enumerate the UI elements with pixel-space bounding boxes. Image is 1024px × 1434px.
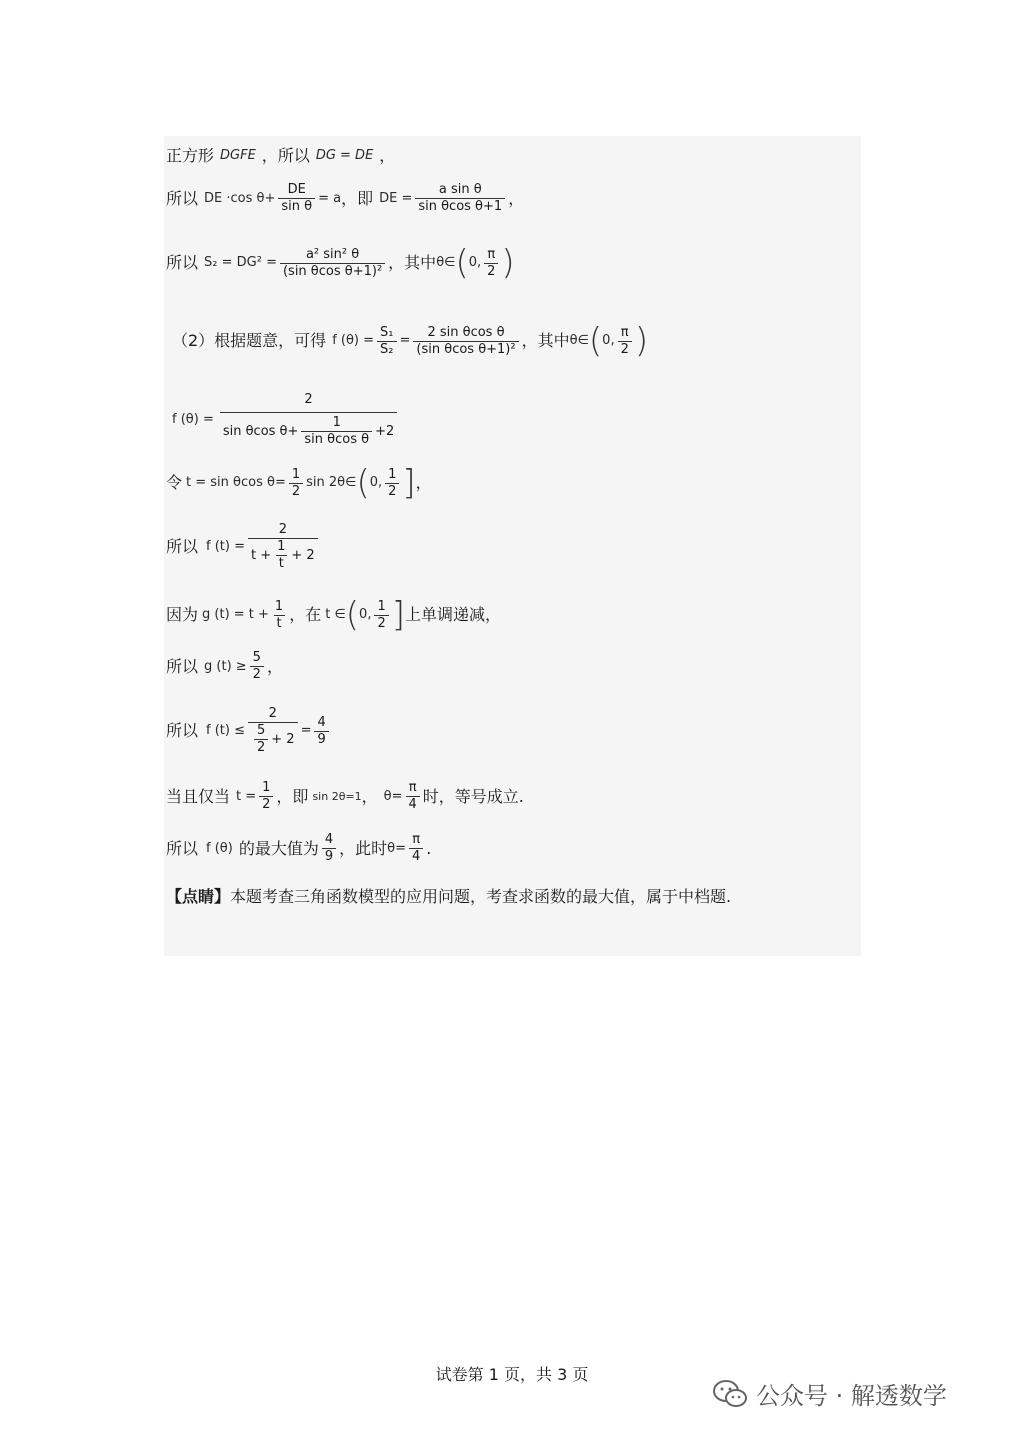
- fraction: [220, 392, 397, 448]
- line-1: [166, 146, 395, 166]
- fraction: [248, 706, 298, 756]
- line-9: [166, 650, 283, 683]
- math: f (t) ≤: [206, 723, 245, 738]
- line-6: [166, 463, 432, 503]
- numerator: 1: [388, 466, 397, 482]
- math: DE =: [379, 190, 413, 206]
- math: =: [300, 723, 312, 738]
- math: f (θ) =: [172, 412, 214, 427]
- math: t +: [251, 547, 272, 563]
- fraction: [301, 415, 372, 448]
- math: f (t) =: [206, 539, 245, 554]
- denominator: 2: [289, 483, 303, 500]
- denominator: 9: [322, 848, 336, 865]
- fraction: [254, 723, 268, 756]
- numerator: 1: [291, 466, 301, 482]
- numerator: DE: [287, 182, 306, 197]
- numerator: S₁: [380, 324, 394, 340]
- numerator: π: [487, 246, 496, 262]
- denominator: 9: [314, 731, 328, 748]
- text: ，其中: [388, 253, 437, 272]
- math: f (θ) =: [332, 333, 375, 348]
- text: 因为: [166, 605, 199, 624]
- fraction: [377, 325, 396, 358]
- line-7: [166, 522, 321, 572]
- denominator: [248, 538, 318, 572]
- denominator: (sin θcos θ+1)²: [280, 263, 385, 280]
- line-4: [172, 321, 649, 361]
- numerator: a sin θ: [438, 182, 482, 197]
- math: sin 2θ∈: [306, 475, 357, 490]
- numerator: 2: [304, 392, 313, 407]
- text: 正方形: [166, 146, 215, 165]
- denominator: S₂: [377, 341, 396, 358]
- denominator: 2: [250, 666, 264, 683]
- text: 上单调递减，: [405, 605, 502, 624]
- math: 0,: [468, 255, 482, 270]
- text: ，即: [341, 188, 374, 208]
- left-paren: (: [455, 243, 469, 283]
- numerator: π: [412, 832, 421, 847]
- denominator: 2: [618, 341, 632, 358]
- text: ，此时: [339, 838, 388, 858]
- numerator: 5: [257, 723, 266, 738]
- numerator: 2 sin θcos θ: [427, 324, 505, 340]
- numerator: 1: [277, 539, 286, 554]
- fraction: [250, 650, 264, 683]
- denominator: t: [274, 615, 285, 632]
- right-bracket: ]: [391, 595, 405, 635]
- page-footer: 试卷第 1 页，共 3 页: [435, 1365, 589, 1384]
- math: 0,: [602, 333, 615, 348]
- denominator: t: [276, 555, 287, 572]
- denominator: 4: [409, 848, 423, 865]
- text: ，: [361, 786, 378, 806]
- fraction: [259, 780, 273, 813]
- text: 所以: [166, 253, 199, 272]
- fraction: [484, 247, 498, 280]
- line-12: [166, 832, 431, 865]
- left-paren: (: [356, 463, 370, 503]
- math: 0,: [359, 607, 372, 622]
- line-3: [166, 243, 515, 283]
- fraction: [406, 780, 420, 813]
- math: θ=: [387, 840, 406, 856]
- left-paren: (: [345, 595, 360, 635]
- fraction: [289, 467, 303, 500]
- denominator: (sin θcos θ+1)²: [413, 341, 518, 358]
- numerator: a² sin² θ: [305, 246, 360, 262]
- text: 所以: [166, 656, 199, 676]
- numerator: 2: [278, 522, 287, 537]
- line-10: [166, 706, 332, 756]
- math: f (θ): [206, 840, 233, 856]
- numerator: 5: [252, 650, 261, 665]
- text: 所以: [166, 838, 199, 858]
- fraction: [385, 467, 399, 500]
- denominator: 2: [254, 739, 268, 756]
- math: t = sin θcos θ=: [186, 475, 286, 490]
- fraction: [274, 539, 288, 572]
- text: ，其中: [521, 331, 570, 350]
- fraction: [280, 247, 385, 280]
- math: θ=: [383, 788, 403, 804]
- math: t =: [236, 788, 257, 804]
- text: ，: [508, 188, 525, 208]
- denominator: 2: [259, 796, 273, 813]
- math: +2: [375, 423, 395, 439]
- math: = a: [318, 190, 342, 206]
- right-bracket: ]: [402, 463, 416, 503]
- watermark-text: 公众号 · 解透数学: [756, 1382, 947, 1410]
- text: 所以: [166, 721, 199, 740]
- math: + 2: [271, 731, 295, 747]
- watermark: [712, 1376, 947, 1411]
- denominator: 2: [385, 483, 399, 500]
- math: sin 2θ=1: [312, 789, 362, 803]
- text: ，: [266, 656, 283, 676]
- math: =: [399, 333, 411, 348]
- fraction: [415, 182, 505, 215]
- text: ，: [415, 473, 432, 492]
- right-paren: ): [634, 321, 649, 361]
- text: 当且仅当: [166, 786, 231, 806]
- right-paren: ): [501, 243, 515, 283]
- fraction: [409, 832, 423, 865]
- numerator: π: [408, 780, 417, 795]
- fraction: [413, 325, 518, 358]
- math: t ∈: [325, 607, 346, 622]
- numerator: 1: [332, 415, 341, 430]
- line-13: [166, 887, 731, 907]
- text: ，所以: [261, 146, 310, 165]
- numerator: 1: [274, 598, 284, 614]
- fraction: [278, 182, 315, 215]
- text: 所以: [166, 188, 199, 208]
- math: θ∈: [436, 255, 456, 270]
- fraction: [248, 522, 318, 572]
- denominator: sin θcos θ+1: [415, 198, 505, 215]
- math: + 2: [291, 547, 315, 563]
- line-8: [166, 595, 502, 635]
- text: 令: [166, 473, 183, 492]
- numerator: 1: [377, 598, 386, 614]
- math: g (t) ≥: [204, 658, 247, 674]
- denominator: sin θcos θ: [301, 431, 372, 448]
- numerator: 2: [268, 706, 277, 721]
- text: ，即: [276, 786, 309, 806]
- math: DE ·cos θ+: [204, 190, 276, 206]
- wechat-icon: [712, 1379, 748, 1409]
- denominator: 2: [374, 615, 388, 632]
- fraction: [374, 599, 388, 632]
- line-5: [172, 392, 400, 448]
- math: g (t) = t +: [202, 607, 269, 622]
- text: 时，等号成立.: [422, 786, 524, 806]
- math: θ∈: [569, 333, 589, 348]
- denominator: [248, 722, 298, 756]
- denominator: sin θ: [278, 198, 315, 215]
- text: （2）根据题意，可得: [172, 331, 327, 350]
- math: DG = DE: [315, 148, 374, 163]
- note-text: 本题考查三角函数模型的应用问题，考查求函数的最大值，属于中档题.: [230, 887, 732, 906]
- line-2: [166, 182, 524, 215]
- denominator: 4: [406, 796, 420, 813]
- fraction: [272, 599, 286, 632]
- text: ，在: [289, 605, 322, 624]
- text: ，: [379, 146, 396, 165]
- numerator: π: [620, 324, 629, 340]
- fraction: [618, 325, 632, 358]
- denominator: [220, 412, 397, 448]
- denominator: 2: [484, 263, 498, 280]
- left-paren: (: [588, 321, 603, 361]
- math: DGFE: [220, 148, 256, 163]
- text: 的最大值为: [238, 838, 319, 858]
- math: S₂ = DG² =: [204, 255, 277, 270]
- numerator: 4: [317, 714, 326, 730]
- math: 0,: [369, 475, 383, 490]
- text: .: [426, 838, 432, 858]
- numerator: 1: [262, 780, 271, 795]
- note-tag: 【点睛】: [166, 887, 231, 906]
- math: sin θcos θ+: [222, 423, 299, 439]
- line-11: [166, 780, 524, 813]
- fraction: [322, 832, 336, 865]
- text: 所以: [166, 537, 199, 556]
- fraction: [314, 715, 328, 748]
- numerator: 4: [324, 832, 334, 847]
